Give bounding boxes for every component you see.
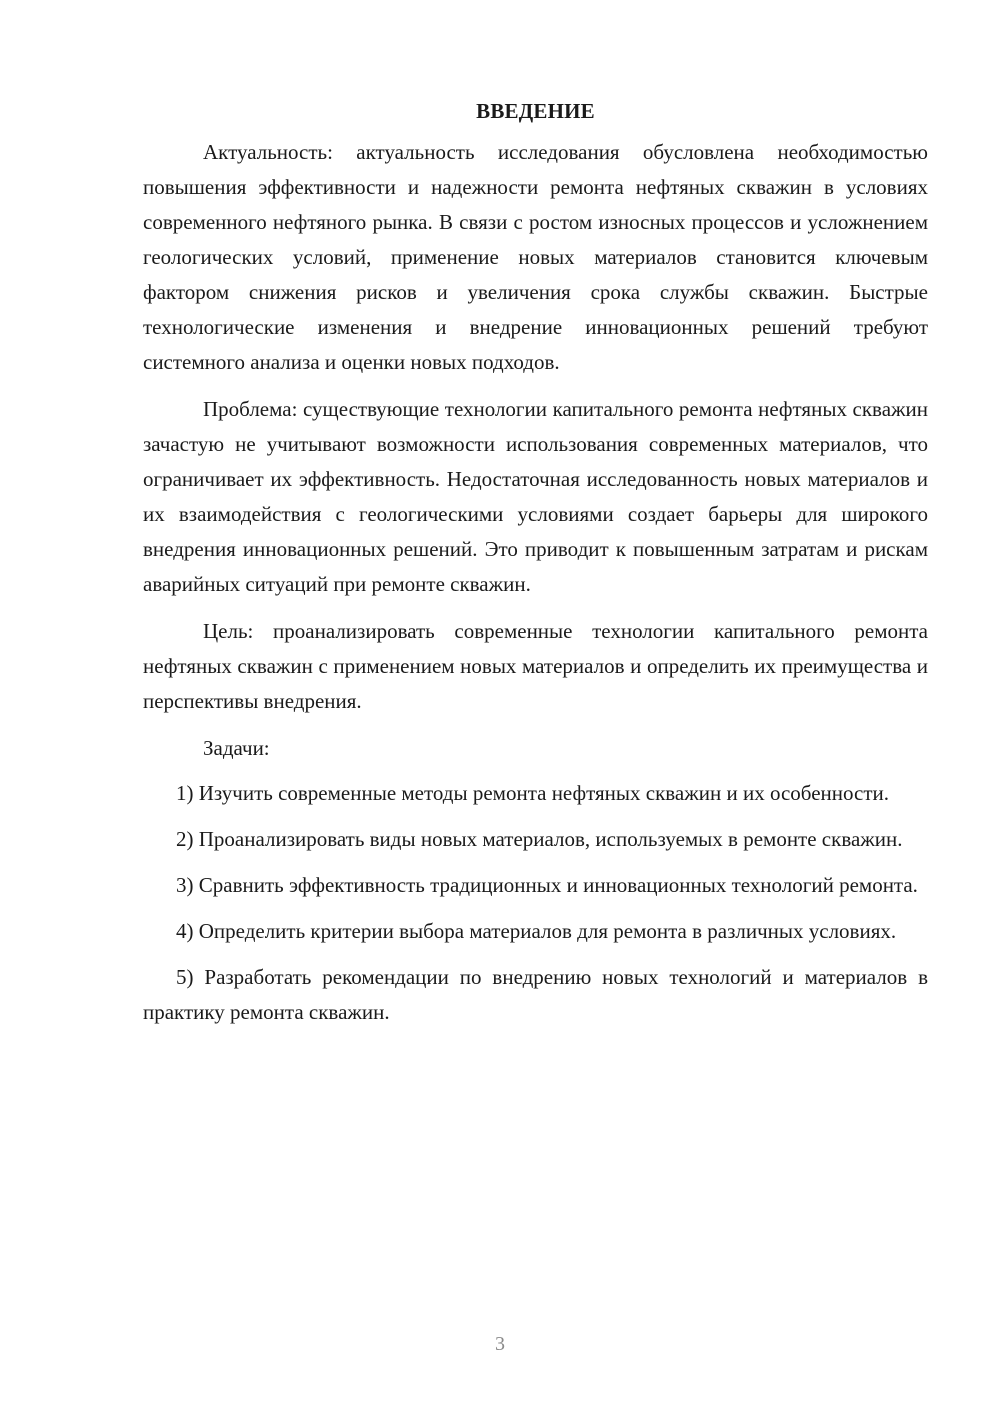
task-item-5: 5) Разработать рекомендации по внедрению новых технологий и материалов в практику ремонта скважин. xyxy=(143,965,928,1024)
task-list xyxy=(143,776,928,1030)
page-number: 3 xyxy=(495,1333,505,1355)
task-item-3: 3) Сравнить эффективность традиционных и инновационных технологий ремонта. xyxy=(176,873,918,897)
page-content xyxy=(143,96,928,1041)
task-item-4: 4) Определить критерии выбора материалов для ремонта в различных условиях. xyxy=(176,919,897,943)
task-item-1: 1) Изучить современные методы ремонта нефтяных скважин и их особенности. xyxy=(176,781,890,805)
tasks-heading: Задачи: xyxy=(203,736,270,760)
section-title: ВВЕДЕНИЕ xyxy=(476,99,595,123)
paragraph-problem: Проблема: существующие технологии капитального ремонта нефтяных скважин зачастую не учитывают возможности использования современных материалов, что ограничивает их эффективность. Недостаточная исследованность новых материалов и их взаимодействия с геологическими условиями создает барьеры для широкого внедрения инновационных решений. Это приводит к повышенным затратам и рискам аварийных ситуаций при ремонте скважин. xyxy=(143,397,928,596)
task-item-2: 2) Проанализировать виды новых материалов, используемых в ремонте скважин. xyxy=(176,827,903,851)
paragraph-relevance: Актуальность: актуальность исследования обусловлена необходимостью повышения эффективности и надежности ремонта нефтяных скважин в условиях современного нефтяного рынка. В связи с ростом износных процессов и усложнением геологических условий, применение новых материалов становится ключевым фактором снижения рисков и увеличения срока службы скважин. Быстрые технологические изменения и внедрение инновационных решений требуют системного анализа и оценки новых подходов. xyxy=(143,140,928,374)
paragraph-goal: Цель: проанализировать современные технологии капитального ремонта нефтяных скважин с применением новых материалов и определить их преимущества и перспективы внедрения. xyxy=(143,619,928,713)
